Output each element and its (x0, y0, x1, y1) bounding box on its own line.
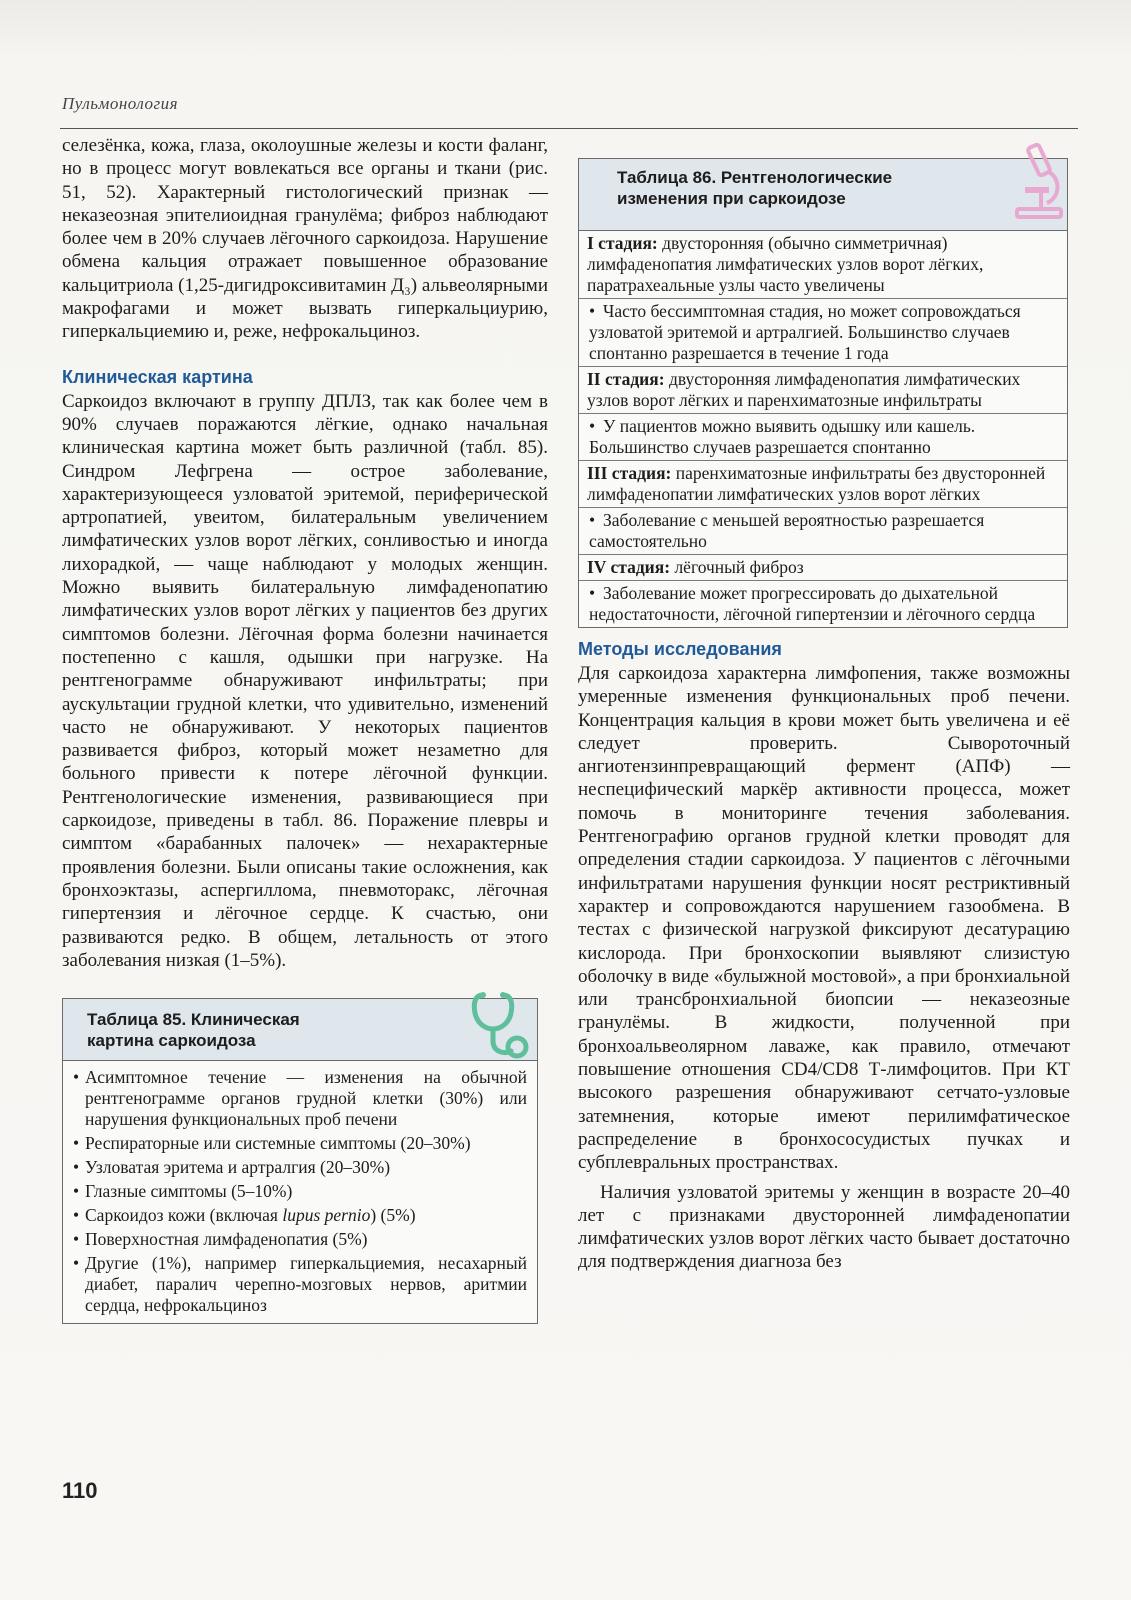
stethoscope-icon (465, 989, 537, 1066)
right-column (578, 134, 1070, 1274)
methods-paragraph-2: Наличия узловатой эритемы у женщин в возрасте 20–40 лет с признаками двусторонней лимфаденопатии лимфатических узлов ворот лёгких часто бывает достаточно для подтверждения диагноза без (578, 1181, 1070, 1273)
section-heading-methods: Методы исследования (578, 639, 782, 659)
methods-paragraph-1: Для саркоидоза характерна лимфопения, также возможны умеренные изменения функциональных проб печени. Концентрация кальция в крови может быть увеличена и её следует проверить. Сывороточный ангиотензинпревращающий фермент (АПФ) — неспецифический маркёр активности процесса, может помочь в мониторинге течения заболевания. Рентгенографию органов грудной клетки проводят для определения стадии саркоидоза. У пациентов с лёгочными инфильтратами нарушения функции носят рестриктивный характер и сопровождаются нарушением газообмена. В тестах с физической нагрузкой фиксируют десатурацию кислорода. При бронхоскопии выявляют слизистую оболочку в виде «булыжной мостовой», а при бронхиальной или трансбронхиальной биопсии — неказеозные гранулёмы. В жидкости, полученной при бронхоальвеолярном лаваже, как правило, отмечают повышение отношения CD4/CD8 Т-лимфоцитов. При КТ высокого разрешения обнаруживают сетчато-узловые затемнения, которые имеют перилимфатическое распределение в бронхососудистых пучках и субплевральных пространствах. (578, 663, 1070, 1174)
list-item: • Узловатая эритема и артралгия (20–30%) (73, 1157, 391, 1178)
table-86-title-line1: Таблица 86. Рентгенологические (617, 168, 893, 187)
table-85-list (63, 1061, 537, 1323)
list-item: • Глазные симптомы (5–10%) (73, 1181, 293, 1202)
running-head: Пульмонология (62, 94, 179, 113)
section-heading-clinical: Клиническая картина (62, 366, 253, 387)
table-row: II стадия: двусторонняя лимфаденопатия лимфатических узлов ворот лёгких и паренхиматозные инфильтраты (579, 366, 1067, 413)
table-86 (578, 158, 1068, 628)
clinical-paragraph: Саркоидоз включают в группу ДПЛЗ, так как более чем в 90% случаев поражаются лёгкие, однако начальная клиническая картина может быть различной (табл. 85). Синдром Лефгрена — острое заболевание, характеризующееся узловатой эритемой, периферической артропатией, увеитом, билатеральным увеличением лимфатических узлов ворот лёгких, сонливостью и иногда лихорадкой, — чаще наблюдают у молодых женщин. Можно выявить билатеральную лимфаденопатию лимфатических узлов ворот лёгких у пациентов без других симптомов болезни. Лёгочная форма болезни начинается постепенно с кашля, одышки при нагрузке. На рентгенограмме обнаруживают инфильтраты; при аускультации грудной клетки, что удивительно, изменений часто не обнаруживают. У некоторых пациентов развивается фиброз, который может незаметно для больного привести к потере лёгочной функции. Рентгенологические изменения, развивающиеся при саркоидозе, приведены в табл. 86. Поражение плевры и симптом «барабанных палочек» — нехарактерные проявления болезни. Были описаны такие осложнения, как бронхоэктазы, аспергиллома, пневмоторакс, лёгочная гипертензия и лёгочное сердце. К счастью, они развиваются редко. В общем, летальность от этого заболевания низкая (1–5%). (62, 390, 548, 971)
table-row: III стадия: паренхиматозные инфильтраты без двусторонней лимфаденопатии лимфатических узлов ворот лёгких (579, 460, 1067, 507)
table-86-header (579, 159, 1067, 231)
table-85 (62, 998, 538, 1324)
table-86-body (579, 231, 1067, 627)
table-86-title-line2: изменения при саркоидозе (617, 189, 846, 208)
microscope-icon (1011, 141, 1067, 226)
list-item: • Поверхностная лимфаденопатия (5%) (73, 1229, 368, 1250)
left-column (62, 134, 548, 1324)
table-row: IV стадия: лёгочный фиброз (579, 554, 1067, 580)
table-row: I стадия: двусторонняя (обычно симметричная) лимфаденопатия лимфатических узлов ворот лёгких, паратрахеальные узлы часто увеличены (587, 233, 984, 295)
table-85-title-line2: картина саркоидоза (87, 1031, 256, 1051)
list-item: • Асимптомное течение — изменения на обычной рентгенограмме органов грудной клетки (30%) или нарушения функциональных проб печени (73, 1067, 527, 1130)
page-number: 110 (62, 1478, 98, 1503)
list-item: • Респираторные или системные симптомы (20–30%) (73, 1133, 471, 1154)
table-row: • Заболевание может прогрессировать до дыхательной недостаточности, лёгочной гипертензии и лёгочного сердца (579, 580, 1067, 627)
table-85-title-line1: Таблица 85. Клиническая (87, 1010, 300, 1030)
table-row: • У пациентов можно выявить одышку или кашель. Большинство случаев разрешается спонтанно (579, 413, 1067, 460)
intro-paragraph: селезёнка, кожа, глаза, околоушные железы и кости фаланг, но в процесс могут вовлекаться все органы и ткани (рис. 51, 52). Характерный гистологический признак — неказеозная эпителиоидная гранулёма; фиброз наблюдают более чем в 20% случаев лёгочного саркоидоза. Нарушение обмена кальция отражает повышенное образование кальцитриола (1,25-дигидроксивитамин Д₃) альвеолярными макрофагами и может вызвать гиперкальциурию, гиперкальциемию и, реже, нефрокальциноз. (62, 135, 548, 343)
table-row: • Часто бессимптомная стадия, но может сопровождаться узловатой эритемой и артралгией. Большинство случаев спонтанно разрешается в течение 1 года (579, 298, 1067, 366)
list-item: • Саркоидоз кожи (включая lupus pernio) (5%) (73, 1205, 416, 1226)
table-row: • Заболевание с меньшей вероятностью разрешается самостоятельно (579, 507, 1067, 554)
table-85-header (63, 999, 537, 1061)
list-item: • Другие (1%), например гиперкальциемия, несахарный диабет, паралич черепно-мозговых нервов, аритмии сердца, нефрокальциноз (73, 1253, 527, 1316)
header-rule (60, 128, 1078, 129)
